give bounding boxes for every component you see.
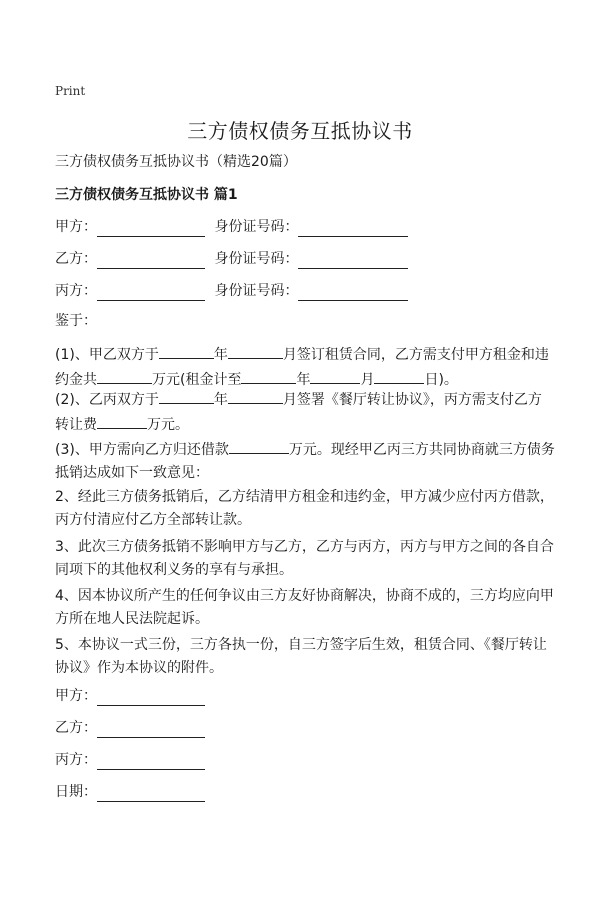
clause-copies xyxy=(55,634,545,680)
blank xyxy=(97,367,152,384)
clause-line: 协议》作为本协议的附件。 xyxy=(55,660,223,676)
clause-text: 万元。 xyxy=(147,417,189,433)
signature-bing xyxy=(55,750,205,770)
signature-label: 乙方： xyxy=(55,720,97,736)
blank xyxy=(159,342,214,359)
clause-line: 丙方付清应付乙方全部转让款。 xyxy=(55,512,251,528)
clause-settlement xyxy=(55,486,554,532)
clause-text: 万元(租金计至 xyxy=(152,372,242,388)
clause-line: 3、此次三方债务抵销不影响甲方与乙方，乙方与丙方，丙方与甲方之间的各自合 xyxy=(55,539,554,555)
blank xyxy=(241,367,296,384)
clause-text: 月签订租赁合同，乙方需支付甲方租金和违 xyxy=(282,347,549,363)
id-blank xyxy=(298,220,408,237)
blank xyxy=(374,367,424,384)
id-label: 身份证号码： xyxy=(214,251,299,267)
party-label: 乙方： xyxy=(55,251,97,267)
party-row-yi xyxy=(55,249,408,269)
signature-label: 甲方： xyxy=(55,688,97,704)
clause-line: 5、本协议一式三份，三方各执一份，自三方签字后生效，租赁合同、《餐厅转让 xyxy=(55,637,547,653)
blank xyxy=(97,412,147,429)
blank xyxy=(310,367,360,384)
signature-yi xyxy=(55,718,205,738)
party-row-bing xyxy=(55,281,408,301)
signature-blank xyxy=(97,721,205,738)
clause-text: 万元。现经甲乙丙三方共同协商就三方债务 xyxy=(288,442,555,458)
clause-line: 同项下的其他权利义务的享有与承担。 xyxy=(55,562,293,578)
print-label: Print xyxy=(55,84,86,98)
clause-line: 方所在地人民法院起诉。 xyxy=(55,611,209,627)
name-blank xyxy=(97,284,205,301)
blank xyxy=(229,437,289,454)
clause-text: 年 xyxy=(296,372,311,388)
signature-date xyxy=(55,782,205,802)
party-row-jia xyxy=(55,217,408,237)
clause-text: 日)。 xyxy=(424,372,458,388)
id-label: 身份证号码： xyxy=(214,219,299,235)
clause-text: 年 xyxy=(213,347,228,363)
clause-other-rights xyxy=(55,536,554,582)
clause-line xyxy=(55,387,545,412)
clause-line: 4、因本协议所产生的任何争议由三方友好协商解决，协商不成的，三方均应向甲 xyxy=(55,588,554,604)
clause-text: 月 xyxy=(360,372,375,388)
document-title: 三方债权债务互抵协议书 xyxy=(187,119,413,143)
signature-blank xyxy=(97,689,205,706)
signature-blank xyxy=(97,753,205,770)
clause-text: 转让费 xyxy=(55,417,97,433)
clause-text: 年 xyxy=(213,392,228,408)
whereas-label: 鉴于： xyxy=(55,313,97,329)
clause-2 xyxy=(55,387,545,437)
clause-text: (3)、甲方需向乙方归还借款 xyxy=(55,442,229,458)
signature-jia xyxy=(55,686,205,706)
signature-label: 丙方： xyxy=(55,752,97,768)
clause-text: 约金共 xyxy=(55,372,97,388)
document-subtitle: 三方债权债务互抵协议书（精选20篇） xyxy=(55,154,297,170)
name-blank xyxy=(97,252,205,269)
clause-text: 月签署《餐厅转让协议》，丙方需支付乙方 xyxy=(282,392,542,408)
id-blank xyxy=(298,252,408,269)
clause-line xyxy=(55,412,545,437)
party-label: 丙方： xyxy=(55,283,97,299)
name-blank xyxy=(97,220,205,237)
blank xyxy=(228,387,283,404)
clause-disputes xyxy=(55,585,554,631)
clause-line: 2、经此三方债务抵销后，乙方结清甲方租金和违约金，甲方减少应付丙方借款， xyxy=(55,489,554,505)
signature-label: 日期： xyxy=(55,784,97,800)
id-label: 身份证号码： xyxy=(214,283,299,299)
clause-text: (1)、甲乙双方于 xyxy=(55,347,159,363)
clause-3 xyxy=(55,437,555,485)
section-heading: 三方债权债务互抵协议书 篇1 xyxy=(55,187,238,203)
clause-1 xyxy=(55,342,549,392)
clause-line xyxy=(55,342,549,367)
clause-text: (2)、乙丙双方于 xyxy=(55,392,159,408)
date-blank xyxy=(97,785,205,802)
clause-line: 抵销达成如下一致意见： xyxy=(55,465,209,481)
party-label: 甲方： xyxy=(55,219,97,235)
id-blank xyxy=(298,284,408,301)
clause-line xyxy=(55,437,555,462)
blank xyxy=(159,387,214,404)
blank xyxy=(228,342,283,359)
